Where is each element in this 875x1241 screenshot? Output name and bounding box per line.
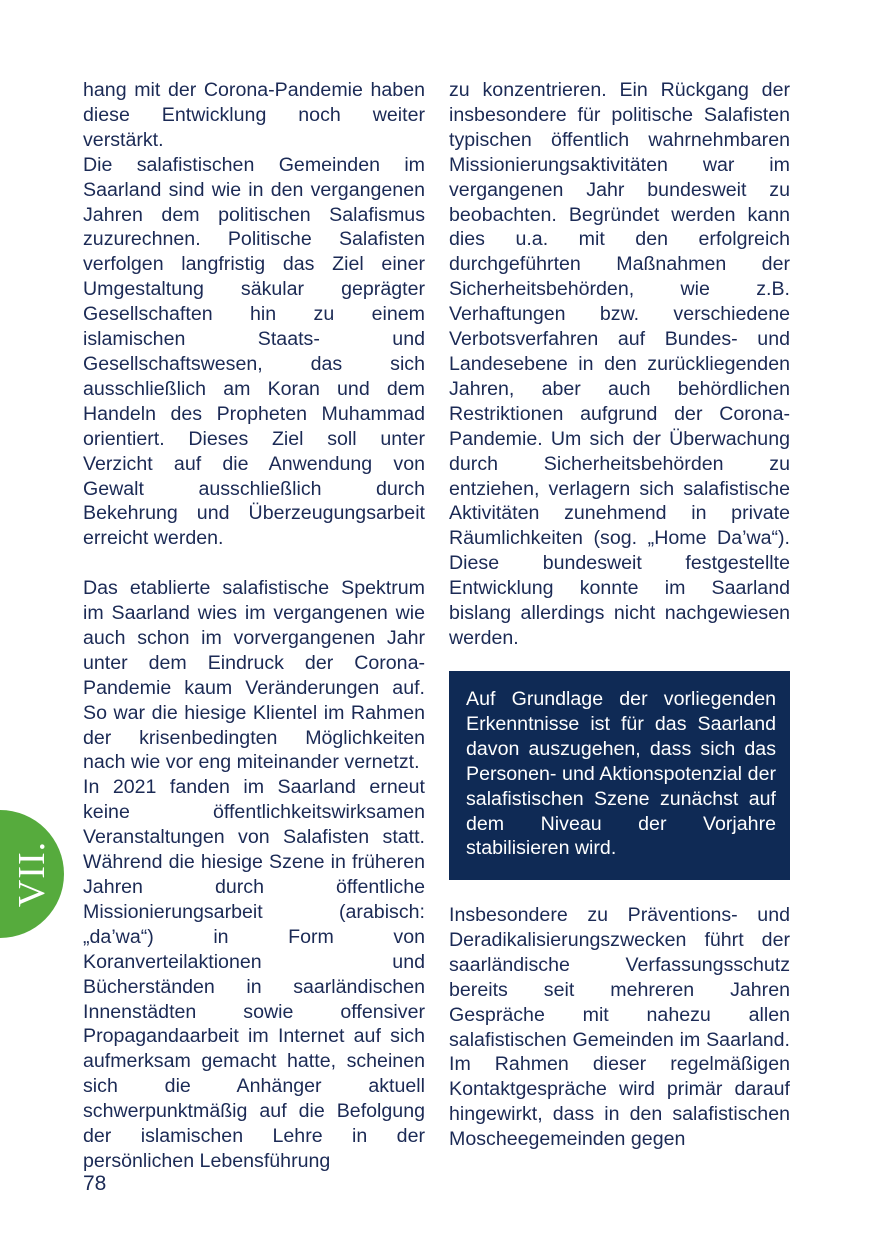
highlight-text: Auf Grundlage der vorliegenden Erkenntnisse ist für das Saarland davon auszugehen, dass sich das Personen- und Aktionspotenzial der salafistischen Szene zunächst auf dem Niveau der Vorjahre stabilisieren wird. <box>466 688 776 860</box>
page-number: 78 <box>83 1172 107 1195</box>
left-column <box>83 78 425 1174</box>
right-column-lower <box>449 903 790 1152</box>
paragraph: In 2021 fanden im Saarland erneut keine öffentlichkeitswirksamen Veranstaltungen von Salafisten statt. Während die hiesige Szene in früheren Jahren durch öffentliche Missionierungsarbeit (arabisch: „da’wa“) in Form von Koranverteilaktionen und Bücherständen in saarländischen Innenstädten sowie offensiver Propagandaarbeit im Internet auf sich aufmerksam gemacht hatte, scheinen sich die Anhänger aktuell schwerpunktmäßig auf die Befolgung der islamischen Lehre in der persönlichen Lebensführung <box>83 776 425 1172</box>
highlight-box <box>449 671 790 880</box>
paragraph: Insbesondere zu Präventions- und Deradikalisierungszwecken führt der saarländische Verfassungsschutz bereits seit mehreren Jahren Gespräche mit nahezu allen salafistischen Gemeinden im Saarland. Im Rahmen dieser regelmäßigen Kontaktgespräche wird primär darauf hingewirkt, dass in den salafistischen Moscheegemeinden gegen <box>449 904 790 1151</box>
paragraph: hang mit der Corona-Pandemie haben diese Entwicklung noch weiter verstärkt. <box>83 79 425 151</box>
paragraph: Das etablierte salafistische Spektrum im Saarland wies im vergangenen wie auch schon im vorvergangenen Jahr unter dem Eindruck der Corona-Pandemie kaum Veränderungen auf. So war die hiesige Klientel im Rahmen der krisenbedingten Möglichkeiten nach wie vor eng miteinander vernetzt. <box>83 577 425 774</box>
paragraph: zu konzentrieren. Ein Rückgang der insbesondere für politische Salafisten typischen öffentlich wahrnehmbaren Missionierungsaktivitäten war im vergangenen Jahr bundesweit zu beobachten. Begründet werden kann dies u.a. mit den erfolgreich durchgeführten Maßnahmen der Sicherheitsbehörden, wie z.B. Verhaftungen bzw. verschiedene Verbotsverfahren auf Bundes- und Landesebene in den zurückliegenden Jahren, aber auch behördlichen Restriktionen aufgrund der Corona-Pandemie. Um sich der Überwachung durch Sicherheitsbehörden zu entziehen, verlagern sich salafistische Aktivitäten zunehmend in private Räumlichkeiten (sog. „Home Da’wa“). Diese bundesweit festgestellte Entwicklung konnte im Saarland bislang allerdings nicht nachgewiesen werden. <box>449 79 790 649</box>
chapter-tab-label: VII. <box>11 840 54 908</box>
right-column <box>449 78 790 651</box>
paragraph: Die salafistischen Gemeinden im Saarland sind wie in den vergangenen Jahren dem politischen Salafismus zuzurechnen. Politische Salafisten verfolgen langfristig das Ziel einer Umgestaltung säkular geprägter Gesellschaften hin zu einem islamischen Staats- und Gesellschaftswesen, das sich ausschließlich am Koran und dem Handeln des Propheten Muhammad orientiert. Dieses Ziel soll unter Verzicht auf die Anwendung von Gewalt ausschließlich durch Bekehrung und Überzeugungsarbeit erreicht werden. <box>83 153 425 550</box>
